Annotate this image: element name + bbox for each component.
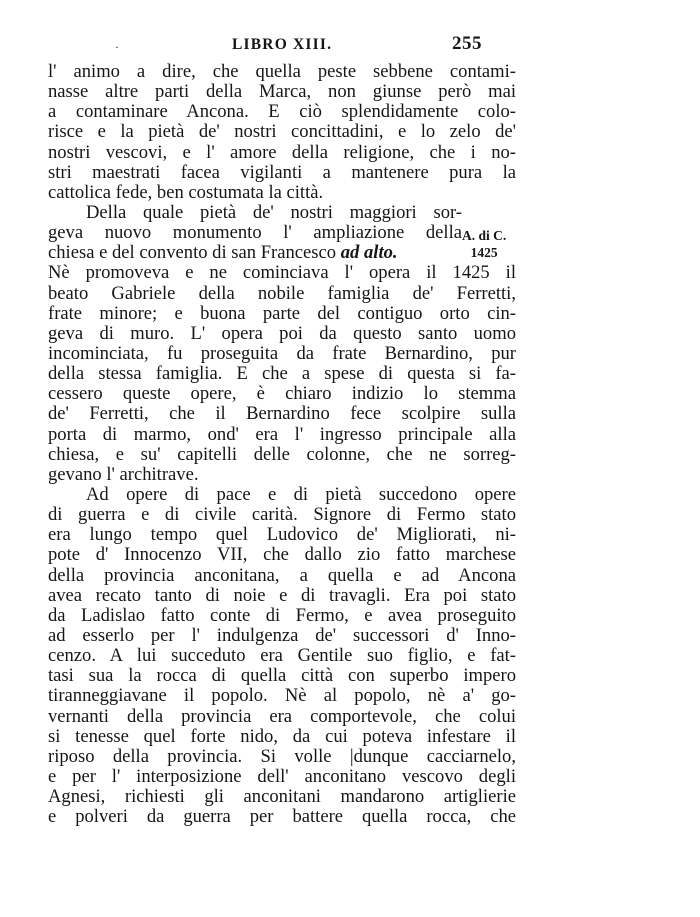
margin-note-year: 1425: [470, 245, 498, 260]
text-line: nostri vescovi, e l' amore della religione, che i no-: [48, 141, 516, 163]
body-text: [48, 62, 516, 827]
text-line: nasse altre parti della Marca, non giunse però mai: [48, 81, 516, 103]
text-line: Della quale pietà de' nostri maggiori sor-: [86, 201, 462, 223]
text-line: geva nuovo monumento l' ampliazione della: [48, 222, 462, 244]
text-line: l' animo a dire, che quella peste sebbene contami-: [48, 61, 516, 82]
text-line: Ad opere di pace e di pietà succedono opere: [86, 483, 516, 505]
text-line: ad esserlo per l' indulgenza de' successori d' Inno-: [48, 624, 516, 646]
margin-note-label: A. di C.: [462, 228, 507, 243]
text-line: e per l' interposizione dell' anconitano vescovo degli: [48, 765, 516, 787]
text-line: [48, 243, 516, 263]
text-line: cattolica fede, ben costumata la città.: [48, 181, 324, 203]
text-line: chiesa, e su' capitelli delle colonne, che ne sorreg-: [48, 443, 516, 465]
text-line: era lungo tempo quel Ludovico de' Migliorati, ni-: [48, 524, 516, 546]
text-line: geva di muro. L' opera poi da questo santo uomo: [48, 322, 516, 344]
text-line: e polveri da guerra per battere quella rocca, che: [48, 806, 516, 828]
text-line: avea recato tanto di noie e di travagli. Era poi stato: [48, 584, 516, 606]
text-line: beato Gabriele della nobile famiglia de' Ferretti,: [48, 282, 516, 304]
text-line: cessero queste opere, è chiaro indizio lo stemma: [48, 383, 516, 405]
text-line: da Ladislao fatto conte di Fermo, e avea proseguito: [48, 604, 516, 626]
text-line-main: chiesa e del convento di san Francesco: [48, 242, 341, 264]
text-line: si tenesse quel forte nido, da cui poteva infestare il: [48, 725, 516, 747]
text-line: pote d' Innocenzo VII, che dallo zio fatto marchese: [48, 544, 516, 566]
text-line: vernanti della provincia era comportevole, che colui: [48, 705, 516, 727]
paragraph: [48, 485, 516, 827]
text-line: a contaminare Ancona. E ciò splendidamente colo-: [48, 101, 516, 123]
text-line: riposo della provincia. Si volle |dunque cacciarnelo,: [48, 745, 516, 767]
text-line: risce e la pietà de' nostri concittadini, e lo zelo de': [48, 121, 516, 143]
text-line: porta di marmo, ond' era l' ingresso principale alla: [48, 423, 516, 445]
text-line: di guerra e di civile carità. Signore di Fermo stato: [48, 504, 516, 526]
text-line: tiranneggiavane il popolo. Nè al popolo, nè a' go-: [48, 685, 516, 707]
text-line: della stessa famiglia. E che a spese di questa si fa-: [48, 363, 516, 385]
text-line: tasi sua la rocca di quella città con superbo impero: [48, 665, 516, 687]
text-line: cenzo. A lui succeduto era Gentile suo figlio, e fat-: [48, 645, 516, 667]
running-title: LIBRO XIII.: [232, 36, 333, 53]
text-line: frate minore; e buona parte del contiguo orto cin-: [48, 302, 516, 324]
text-line: Nè promoveva e ne cominciava l' opera il 1425 il: [48, 262, 516, 284]
paragraph: [48, 203, 516, 485]
paragraph: [48, 62, 516, 203]
text-line: gevano l' architrave.: [48, 463, 199, 485]
text-line: de' Ferretti, che il Bernardino fece scolpire sulla: [48, 403, 516, 425]
header-dot: ·: [115, 40, 119, 54]
text-line: incominciata, fu proseguita da frate Bernardino, pur: [48, 342, 516, 364]
page-header: [0, 34, 700, 58]
text-line: Agnesi, richiesti gli anconitani mandarono artiglierie: [48, 786, 516, 808]
page-number: 255: [452, 33, 482, 54]
text-line: della provincia anconitana, a quella e ad Ancona: [48, 564, 516, 586]
text-line: stri maestrati facea vigilanti a mantenere pura la: [48, 161, 516, 183]
italic-phrase: ad alto.: [340, 242, 398, 264]
